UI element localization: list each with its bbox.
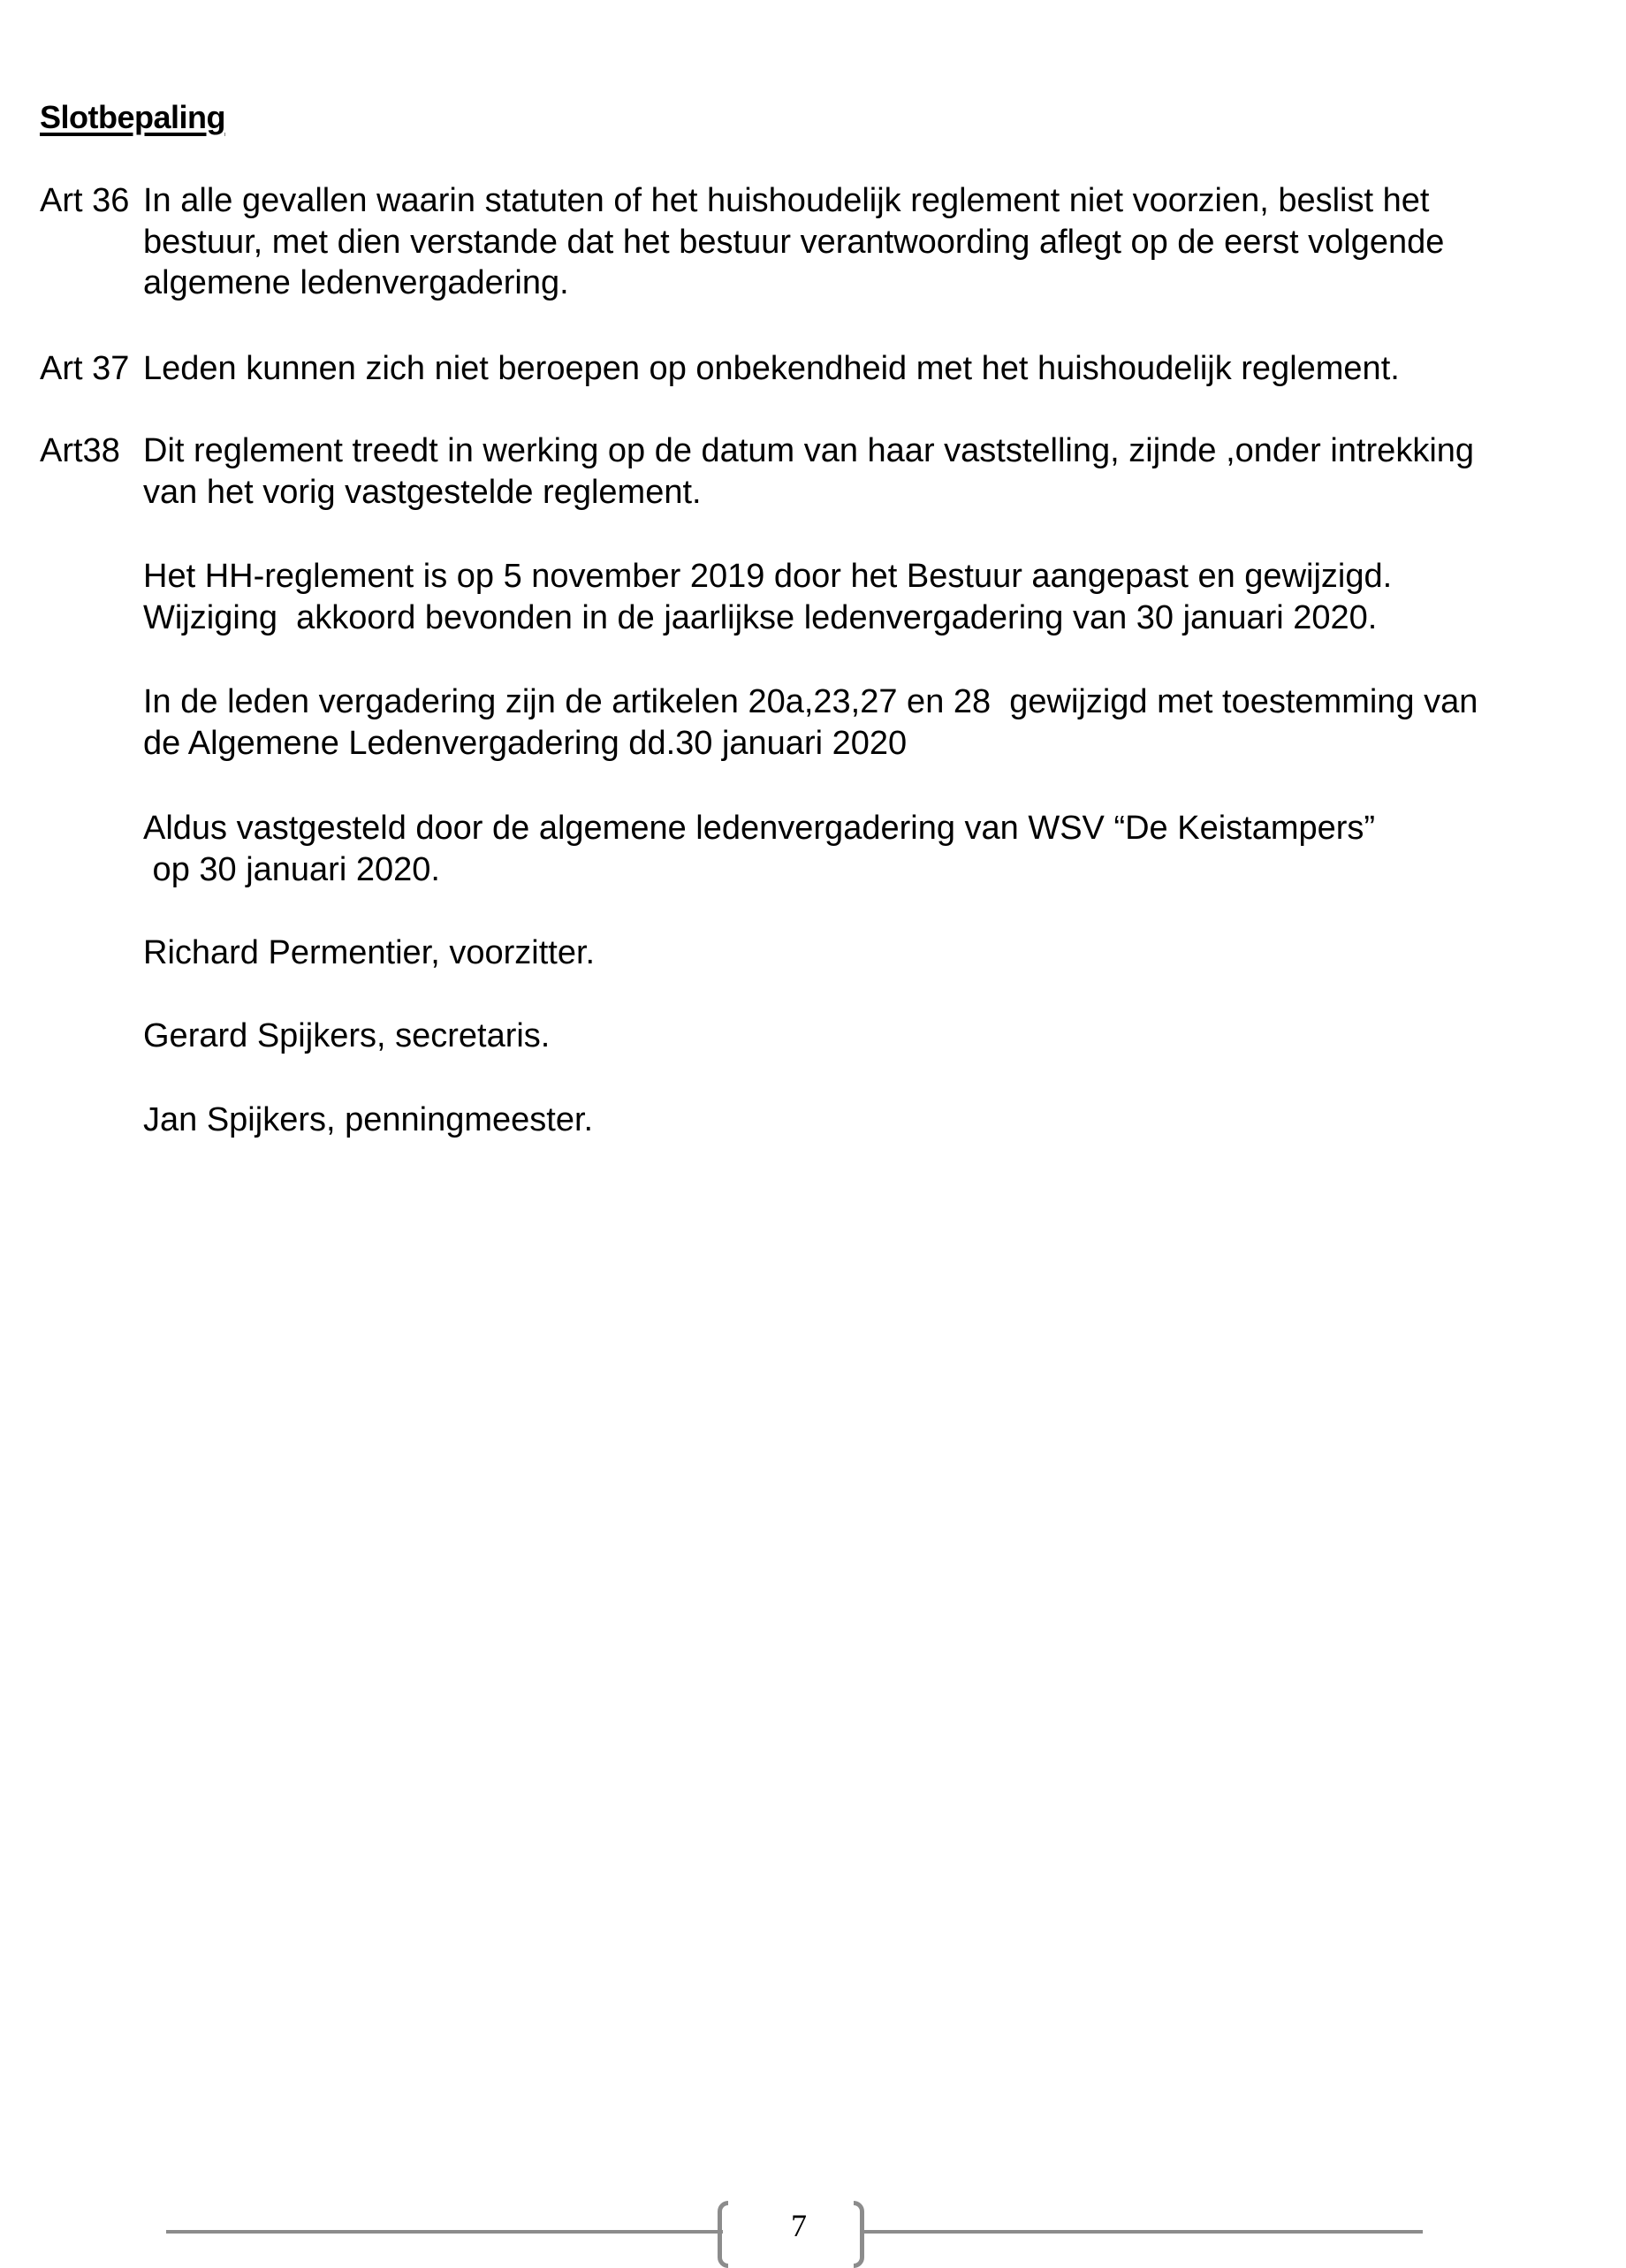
article-text-line: bestuur, met dien verstande dat het bestuur verantwoording aflegt op de eerst volgende (143, 224, 1445, 261)
left-brace-icon (718, 2201, 728, 2268)
article-text-line: algemene ledenvergadering. (143, 264, 569, 301)
article-text-line: Dit reglement treedt in werking op de datum van haar vaststelling, zijnde ,onder intrekking (143, 432, 1475, 469)
article-label: Art 37 (40, 350, 130, 387)
page-number: 7 (791, 2208, 807, 2243)
footer-rule-right (862, 2230, 1423, 2234)
article-text-line: van het vorig vastgestelde reglement. (143, 474, 702, 511)
section-heading: Slotbepaling (40, 99, 225, 135)
signatory-chair: Richard Permentier, voorzitter. (143, 934, 596, 971)
note-line: Wijziging akkoord bevonden in de jaarlijkse ledenvergadering van 30 januari 2020. (143, 599, 1378, 636)
article-text-line: Leden kunnen zich niet beroepen op onbekendheid met het huishoudelijk reglement. (143, 350, 1400, 387)
article-text-line: In alle gevallen waarin statuten of het huishoudelijk reglement niet voorzien, beslist het (143, 182, 1430, 219)
note-line: Aldus vastgesteld door de algemene ledenvergadering van WSV “De Keistampers” (143, 810, 1376, 847)
note-line: Het HH-reglement is op 5 november 2019 door het Bestuur aangepast en gewijzigd. (143, 558, 1393, 595)
right-brace-icon (854, 2201, 864, 2268)
signatory-secretary: Gerard Spijkers, secretaris. (143, 1017, 551, 1054)
note-line: In de leden vergadering zijn de artikelen 20a,23,27 en 28 gewijzigd met toestemming van (143, 683, 1478, 720)
footer-rule-left (166, 2230, 723, 2234)
article-label: Art 36 (40, 182, 130, 219)
article-label: Art38 (40, 432, 120, 469)
note-line: de Algemene Ledenvergadering dd.30 januari 2020 (143, 725, 908, 762)
note-line: op 30 januari 2020. (143, 851, 440, 888)
signatory-treasurer: Jan Spijkers, penningmeester. (143, 1101, 594, 1138)
